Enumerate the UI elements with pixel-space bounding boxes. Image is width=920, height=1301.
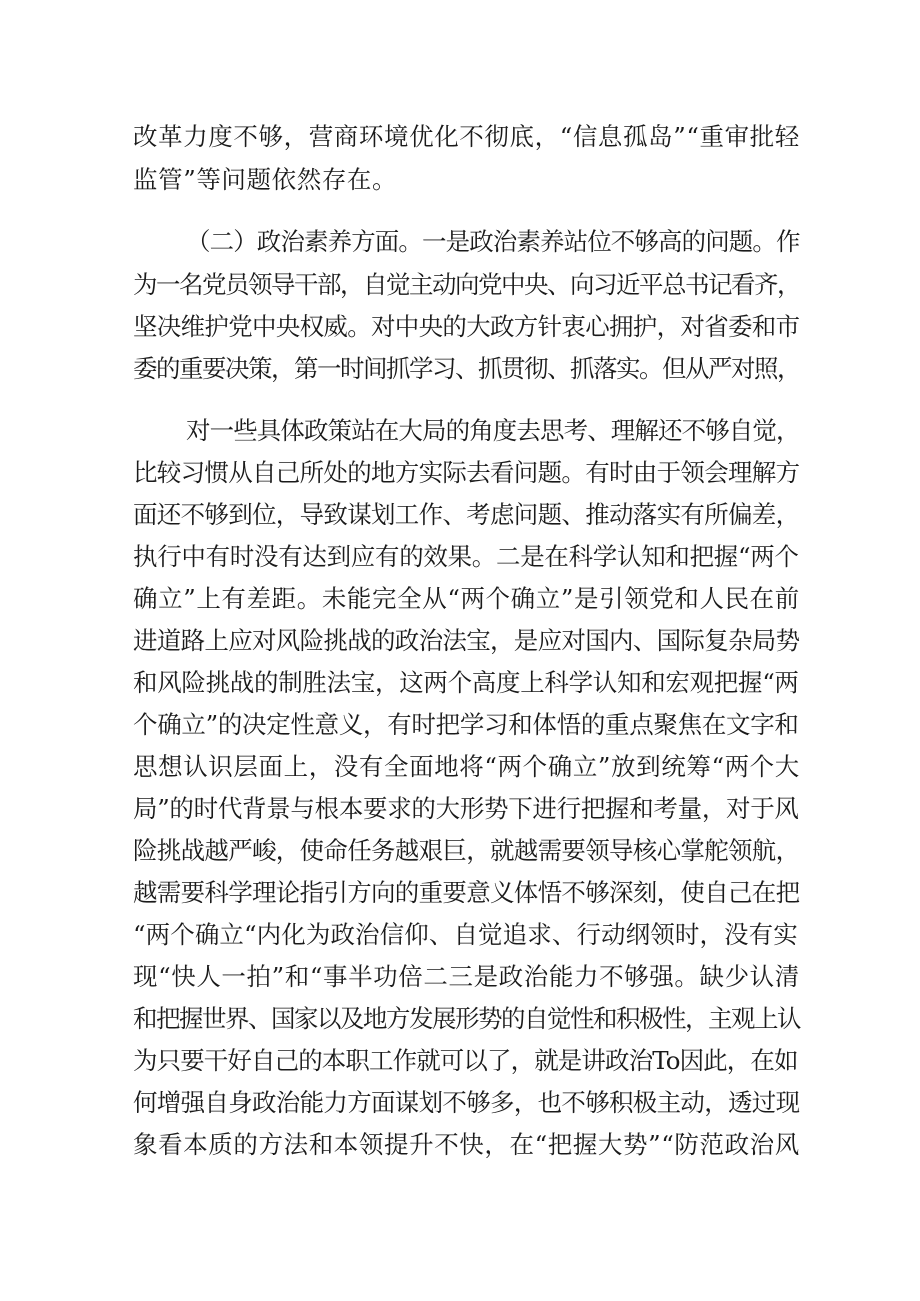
text-line: 比较习惯从自己所处的地方实际去看问题。有时由于领会理解方 (133, 458, 800, 487)
text-line: 和风险挑战的制胜法宝，这两个高度上科学认知和宏观把握“两 (133, 668, 799, 697)
text-line: 险挑战越严峻，使命任务越艰巨，就越需要领导核心掌舵领航， (133, 836, 800, 865)
text-line: 局”的时代背景与根本要求的大形势下进行把握和考量，对于风 (133, 794, 799, 823)
text-line: 坚决维护党中央权威。对中央的大政方针衷心拥护，对省委和市 (133, 312, 800, 341)
text-line: 进道路上应对风险挑战的政治法宝，是应对国内、国际复杂局势 (133, 626, 800, 655)
text-line: 执行中有时没有达到应有的效果。二是在科学认知和把握“两个 (133, 542, 799, 571)
text-line: 为只要干好自己的本职工作就可以了，就是讲政治To因此，在如 (133, 1046, 798, 1075)
text-line: 思想认识层面上，没有全面地将“两个确立”放到统筹“两个大 (133, 752, 800, 781)
text-line: 和把握世界、国家以及地方发展形势的自觉性和积极性，主观上认 (133, 1004, 800, 1033)
text-line: 越需要科学理论指引方向的重要意义体悟不够深刻，使自己在把 (133, 878, 800, 907)
text-line: 改革力度不够，营商环境优化不彻底，“信息孤岛”“重审批轻 (133, 122, 800, 151)
text-line: 个确立”的决定性意义，有时把学习和体悟的重点聚焦在文字和 (133, 710, 799, 739)
text-line: （二）政治素养方面。一是政治素养站位不够高的问题。作 (186, 227, 800, 256)
text-line: 象看本质的方法和本领提升不快，在“把握大势”“防范政治风 (133, 1130, 800, 1159)
text-line: “两个确立“内化为政治信仰、自觉追求、行动纲领时，没有实 (133, 920, 798, 949)
text-line: 现“快人一拍”和“事半功倍二三是政治能力不够强。缺少认清 (133, 962, 800, 991)
text-line: 委的重要决策，第一时间抓学习、抓贯彻、抓落实。但从严对照， (133, 354, 800, 383)
text-line: 何增强自身政治能力方面谋划不够多，也不够积极主动，透过现 (133, 1088, 800, 1117)
text-line: 面还不够到位，导致谋划工作、考虑问题、推动落实有所偏差， (133, 500, 800, 529)
text-line: 为一名党员领导干部，自觉主动向党中央、向习近平总书记看齐， (133, 270, 800, 299)
text-line: 确立”上有差距。未能完全从“两个确立”是引领党和人民在前 (133, 584, 800, 613)
text-line: 对一些具体政策站在大局的角度去思考、理解还不够自觉， (186, 416, 800, 445)
text-line: 监管”等问题依然存在。 (133, 165, 398, 194)
